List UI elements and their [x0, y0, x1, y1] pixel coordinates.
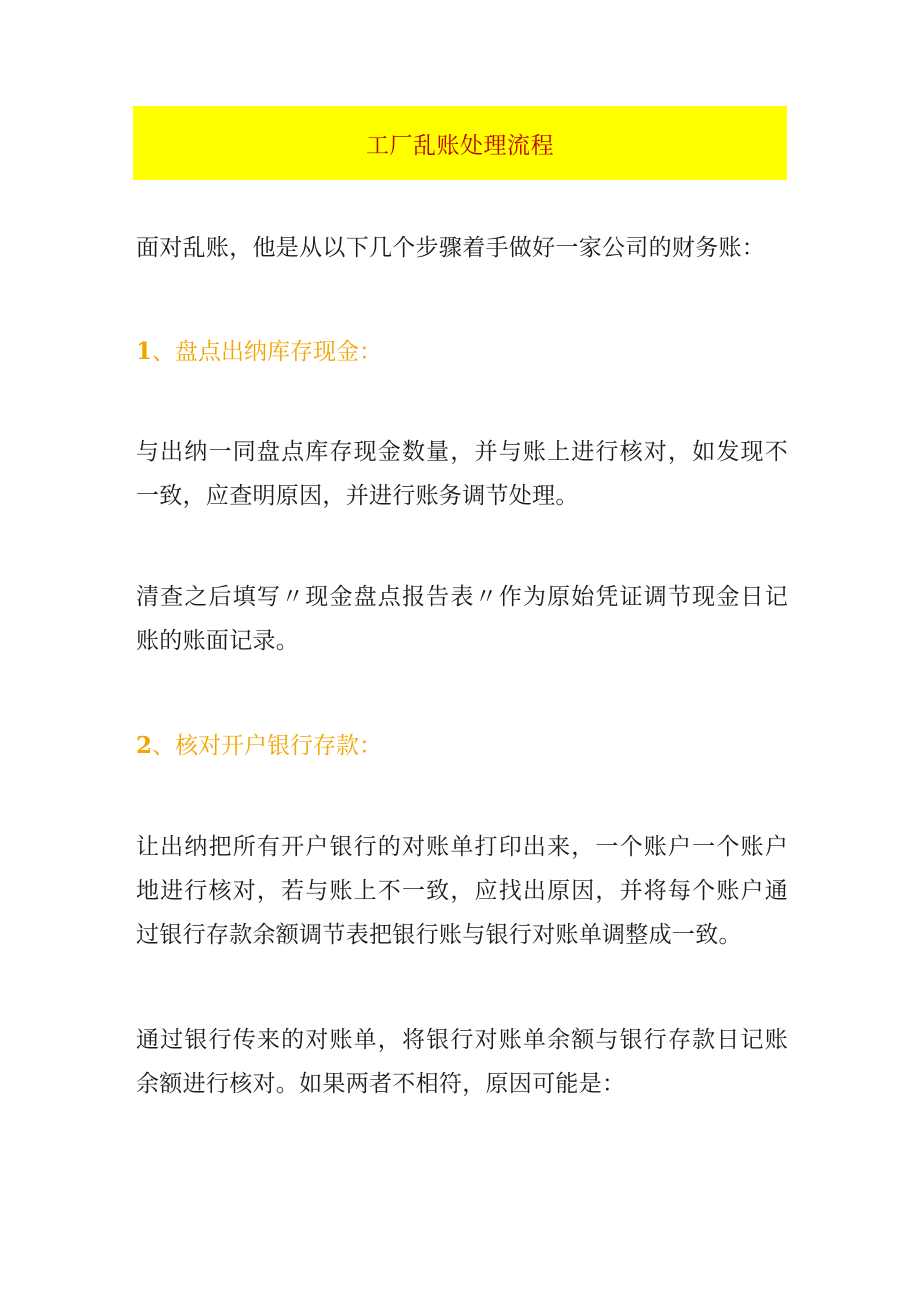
title-banner	[133, 106, 787, 180]
section-heading-text: 、盘点出纳库存现金：	[152, 339, 383, 365]
intro-paragraph: 面对乱账，他是从以下几个步骤着手做好一家公司的财务账：	[136, 235, 766, 261]
section-2-paragraph-2: 通过银行传来的对账单，将银行对账单余额与银行存款日记账余额进行核对。如果两者不相符，原因可能是：	[136, 1027, 788, 1097]
section-2-paragraph-1: 让出纳把所有开户银行的对账单打印出来，一个账户一个账户地进行核对，若与账上不一致，应找出原因，并将每个账户通过银行存款余额调节表把银行账与银行对账单调整成一致。	[136, 834, 788, 948]
section-number: 1	[136, 338, 153, 365]
section-1-paragraph-2: 清查之后填写〃现金盘点报告表〃作为原始凭证调节现金日记账的账面记录。	[136, 584, 788, 654]
section-heading-2	[136, 724, 788, 768]
section-1-paragraph-1: 与出纳一同盘点库存现金数量，并与账上进行核对，如发现不一致，应查明原因，并进行账务调节处理。	[136, 439, 788, 509]
page-title: 工厂乱账处理流程	[366, 132, 554, 159]
section-heading-text: 、核对开户银行存款：	[152, 733, 383, 759]
section-number: 2	[136, 732, 153, 759]
section-heading-1	[136, 330, 788, 374]
